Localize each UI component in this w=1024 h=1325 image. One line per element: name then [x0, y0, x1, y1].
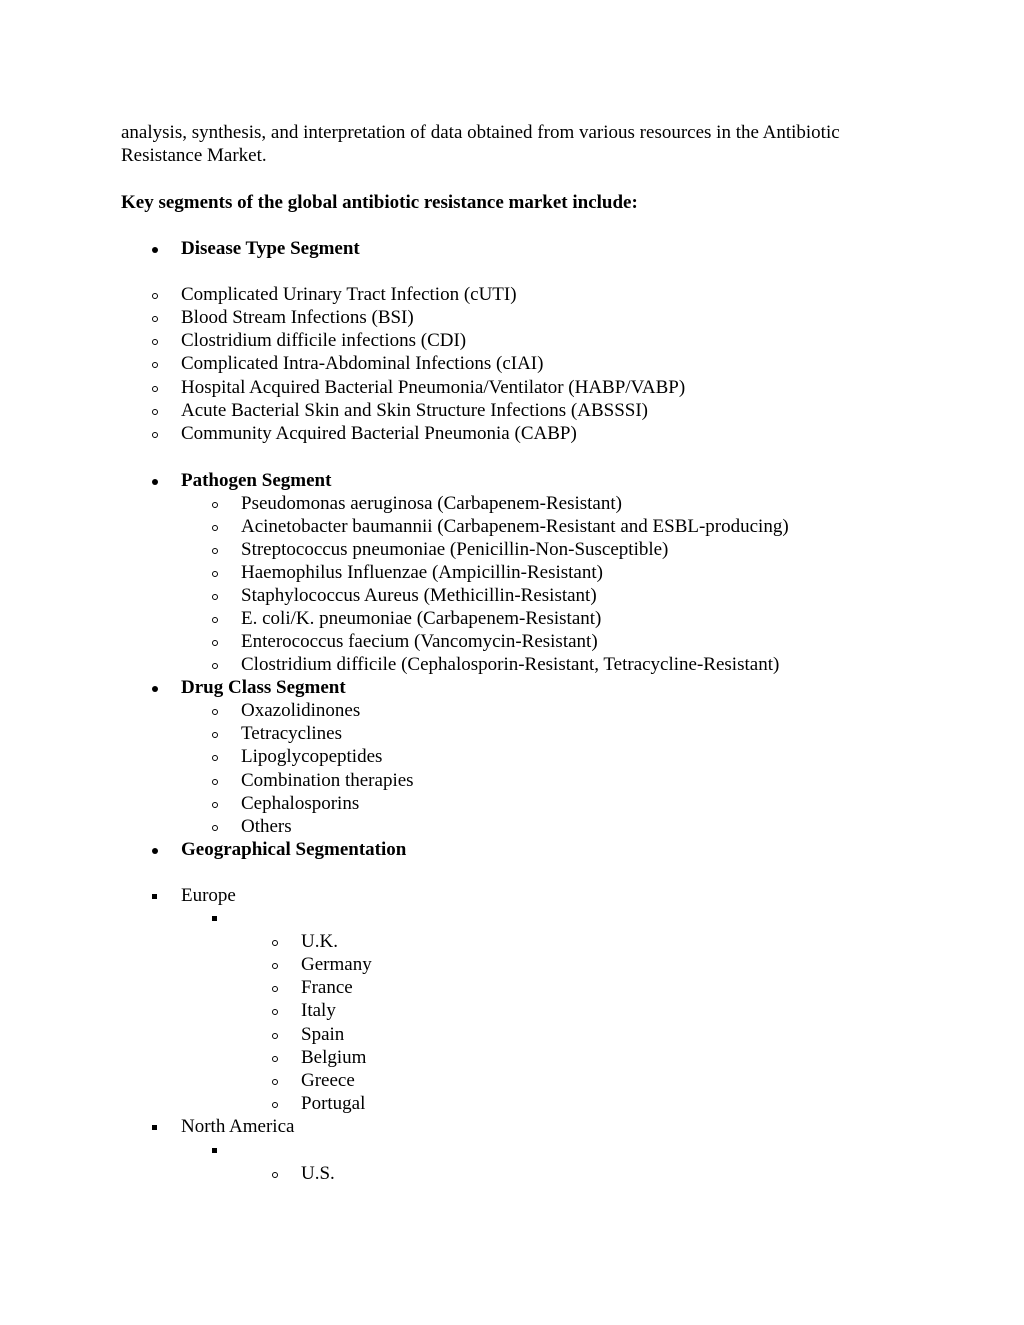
disease-item: Acute Bacterial Skin and Skin Structure Infections (ABSSSI): [181, 400, 649, 421]
bullet-disc-icon: [152, 848, 158, 854]
region-europe: Europe: [181, 885, 236, 906]
bullet-circle-icon: [272, 1172, 278, 1178]
bullet-circle-icon: [212, 571, 218, 577]
bullet-square-icon: [212, 1148, 217, 1153]
disease-item: Hospital Acquired Bacterial Pneumonia/Ventilator (HABP/VABP): [181, 377, 686, 398]
geo-title: Geographical Segmentation: [181, 839, 407, 860]
bullet-disc-icon: [152, 686, 158, 692]
country-item: Italy: [301, 1000, 336, 1021]
drug-item: Lipoglycopeptides: [241, 746, 383, 767]
bullet-circle-icon: [212, 617, 218, 623]
bullet-circle-icon: [272, 1009, 278, 1015]
bullet-circle-icon: [212, 640, 218, 646]
disease-item: Complicated Intra-Abdominal Infections (cIAI): [181, 353, 544, 374]
bullet-circle-icon: [152, 409, 158, 415]
bullet-circle-icon: [212, 755, 218, 761]
section-heading: Key segments of the global antibiotic resistance market include:: [121, 192, 638, 213]
bullet-circle-icon: [212, 779, 218, 785]
pathogen-item: Staphylococcus Aureus (Methicillin-Resistant): [241, 585, 597, 606]
bullet-circle-icon: [272, 1102, 278, 1108]
bullet-square-icon: [152, 894, 157, 899]
bullet-circle-icon: [212, 732, 218, 738]
bullet-square-icon: [152, 1125, 157, 1130]
pathogen-item: Acinetobacter baumannii (Carbapenem-Resistant and ESBL-producing): [241, 516, 789, 537]
bullet-circle-icon: [152, 293, 158, 299]
bullet-circle-icon: [272, 1033, 278, 1039]
bullet-circle-icon: [272, 1056, 278, 1062]
country-item: Belgium: [301, 1047, 367, 1068]
bullet-circle-icon: [152, 339, 158, 345]
bullet-circle-icon: [272, 1079, 278, 1085]
country-item: Germany: [301, 954, 372, 975]
bullet-circle-icon: [152, 432, 158, 438]
pathogen-item: Clostridium difficile (Cephalosporin-Resistant, Tetracycline-Resistant): [241, 654, 780, 675]
drug-item: Others: [241, 816, 292, 837]
region-north-america: North America: [181, 1116, 295, 1137]
pathogen-item: Streptococcus pneumoniae (Penicillin-Non-Susceptible): [241, 539, 669, 560]
bullet-circle-icon: [212, 548, 218, 554]
bullet-circle-icon: [212, 525, 218, 531]
country-item: U.S.: [301, 1163, 335, 1184]
country-item: Spain: [301, 1024, 345, 1045]
bullet-disc-icon: [152, 479, 158, 485]
pathogen-item: E. coli/K. pneumoniae (Carbapenem-Resistant): [241, 608, 602, 629]
disease-item: Clostridium difficile infections (CDI): [181, 330, 467, 351]
bullet-circle-icon: [272, 940, 278, 946]
bullet-square-icon: [212, 916, 217, 921]
drug-title: Drug Class Segment: [181, 677, 346, 698]
disease-item: Community Acquired Bacterial Pneumonia (CABP): [181, 423, 577, 444]
drug-item: Tetracyclines: [241, 723, 343, 744]
bullet-circle-icon: [152, 386, 158, 392]
bullet-circle-icon: [212, 663, 218, 669]
pathogen-title: Pathogen Segment: [181, 470, 332, 491]
drug-item: Oxazolidinones: [241, 700, 361, 721]
country-item: France: [301, 977, 353, 998]
bullet-circle-icon: [272, 963, 278, 969]
disease-item: Blood Stream Infections (BSI): [181, 307, 414, 328]
pathogen-item: Enterococcus faecium (Vancomycin-Resistant): [241, 631, 598, 652]
disease-title: Disease Type Segment: [181, 238, 360, 259]
bullet-circle-icon: [212, 709, 218, 715]
bullet-circle-icon: [152, 362, 158, 368]
drug-item: Cephalosporins: [241, 793, 360, 814]
bullet-circle-icon: [212, 502, 218, 508]
bullet-circle-icon: [272, 986, 278, 992]
pathogen-item: Pseudomonas aeruginosa (Carbapenem-Resistant): [241, 493, 622, 514]
bullet-circle-icon: [212, 825, 218, 831]
bullet-circle-icon: [152, 316, 158, 322]
drug-item: Combination therapies: [241, 770, 414, 791]
intro-line-1: analysis, synthesis, and interpretation of data obtained from various resources in the Antibiotic: [121, 122, 840, 143]
intro-line-2: Resistance Market.: [121, 145, 267, 166]
pathogen-item: Haemophilus Influenzae (Ampicillin-Resistant): [241, 562, 603, 583]
bullet-circle-icon: [212, 802, 218, 808]
bullet-disc-icon: [152, 247, 158, 253]
country-item: Greece: [301, 1070, 355, 1091]
bullet-circle-icon: [212, 594, 218, 600]
country-item: Portugal: [301, 1093, 366, 1114]
country-item: U.K.: [301, 931, 338, 952]
disease-item: Complicated Urinary Tract Infection (cUTI): [181, 284, 517, 305]
